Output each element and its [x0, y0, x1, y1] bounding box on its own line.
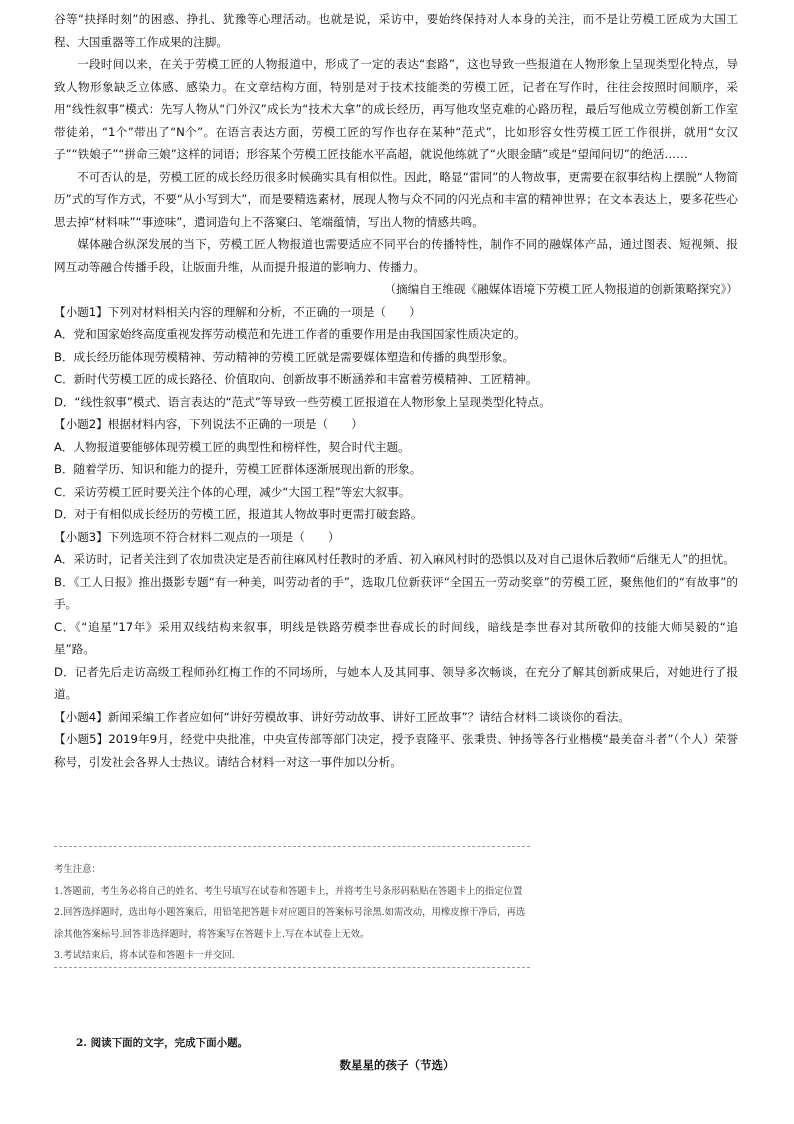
- question-4-stem: 【小题4】新闻采编工作者应如何“讲好劳模故事、讲好劳动故事、讲好工匠故事”？请结合材料二谈谈你的看法。: [54, 709, 630, 724]
- question-1-option-c: C．新时代劳模工匠的成长路径、价值取向、创新故事不断涵养和丰富着劳模精神、工匠精神。: [54, 372, 538, 386]
- question-1-option-a: A．党和国家始终高度重视发挥劳动模范和先进工作者的重要作用是由我国国家性质决定的。: [54, 327, 526, 341]
- article-paragraph: 媒体融合纵深发展的当下，劳模工匠人物报道也需要适应不同平台的传播特性，制作不同的融媒体产品，通过图表、短视频、报网互动等融合传播手段，让版面升维，从而提升报道的影响力、传播力。: [54, 237, 738, 274]
- notice-heading: 考生注意：: [54, 864, 101, 875]
- article-paragraph: 不可否认的是，劳模工匠的成长经历很多时候确实具有相似性。因此，略显“雷同”的人物故事，更需要在叙事结构上摆脱“人物简历”式的写作方式，不要“从小写到大”，而是要精选素材，展现人物与众不同的闪光点和丰富的精神世界；在文本表达上，要多花些心思去掉“材料味”“事迹味”，遣词造句上不落窠臼、笔端蕴情，写出人物的情感共鸣。: [54, 169, 738, 229]
- question-2-option-a: A．人物报道要能够体现劳模工匠的典型性和榜样性，契合时代主题。: [54, 439, 410, 454]
- question-3-option-c: C．《“追星”17年》采用双线结构来叙事，明线是铁路劳模李世春成长的时间线，暗线是李世春对其所敬仰的技能大师吴毅的“追星”路。: [54, 619, 738, 656]
- article-source: （摘编自王维砚《融媒体语境下劳模工匠人物报道的创新策略探究》）: [384, 282, 738, 296]
- question-3-option-a: A．采访时，记者关注到了农加贵决定是否前往麻风村任教时的矛盾、初入麻风村时的恐惧以及对自己退休后教师“后继无人”的担忧。: [54, 552, 735, 566]
- question-1-option-d: D．“线性叙事”模式、语言表达的“范式”等导致一些劳模工匠报道在人物形象上呈现类型化特点。: [54, 394, 551, 409]
- section-2-title: 数星星的孩子（节选）: [339, 1058, 455, 1072]
- article-paragraph: 谷等“抉择时刻”的困惑、挣扎、犹豫等心理活动。也就是说，采访中，要始终保持对人本身的关注，而不是让劳模工匠成为大国工程、大国重器等工作成果的注脚。: [54, 12, 738, 49]
- exam-notice: [54, 846, 530, 968]
- question-1-option-b: B．成长经历能体现劳模精神、劳动精神的劳模工匠就是需要媒体塑造和传播的典型形象。: [54, 349, 515, 364]
- question-2-stem: 【小题2】根据材料内容，下列说法不正确的一项是（ ）: [54, 417, 363, 431]
- question-1-stem: 【小题1】下列对材料相关内容的理解和分析，不正确的一项是（ ）: [54, 304, 421, 319]
- question-2-option-c: C．采访劳模工匠时要关注个体的心理，减少“大国工程”等宏大叙事。: [54, 484, 411, 499]
- question-2-option-d: D．对于有相似成长经历的劳模工匠，报道其人物故事时更需打破套路。: [54, 507, 423, 521]
- notice-item-1: 1.答题前，考生务必将自己的姓名、考生号填写在试卷和答题卡上，并将考生号条形码粘贴在答题卡上的指定位置: [54, 885, 523, 897]
- question-3-stem: 【小题3】下列选项不符合材料二观点的一项是（ ）: [54, 529, 340, 544]
- notice-item-2: 2.回答选择题时，选出每小题答案后，用铅笔把答题卡对应题目的答案标号涂黑.如需改动，用橡皮擦干净后，再选涂其他答案标号.回答非选择题时，将答案写在答题卡上.写在本试卷上无效。: [54, 907, 526, 940]
- question-3-option-b: B．《工人日报》推出摄影专题“有一种美，叫劳动者的手”，选取几位新获评“全国五一劳动奖章”的劳模工匠，聚焦他们的“有故事”的手。: [54, 574, 738, 611]
- notice-bottom-divider: [54, 967, 530, 968]
- notice-item-3: 3.考试结束后，将本试卷和答题卡一并交回.: [54, 950, 235, 961]
- notice-top-divider: [54, 846, 530, 847]
- article-body: [54, 8, 738, 773]
- section-2-instruction: 2. 阅读下面的文字，完成下面小题。: [76, 1037, 249, 1049]
- question-5-stem: 【小题5】2019年9月，经党中央批准，中央宣传部等部门决定，授予袁隆平、张秉贵、钟扬等各行业楷模“最美奋斗者”（个人）荣誉称号，引发社会各界人士热议。请结合材料一对这一事件加以分析。: [54, 732, 738, 769]
- question-2-option-b: B．随着学历、知识和能力的提升，劳模工匠群体逐渐展现出新的形象。: [54, 462, 422, 476]
- question-3-option-d: D．记者先后走访高级工程师孙红梅工作的不同场所，与她本人及其同事、领导多次畅谈，在充分了解其创新成果后，对她进行了报道。: [54, 664, 738, 701]
- article-paragraph: 一段时间以来，在关于劳模工匠的人物报道中，形成了一定的表达“套路”，这也导致一些报道在人物形象上呈现类型化特点，导致人物形象缺乏立体感、感染力。在文章结构方面，特别是对于技术技能类的劳模工匠，记者在写作时，往往会按照时间顺序，采用“线性叙事”模式：先写人物从“门外汉”成长为“技术大拿”的成长经历，再写他攻坚克难的心路历程，最后写他成立劳模创新工作室带徒弟，“1个”带出了“N个”。在语言表达方面，劳模工匠的写作也存在某种“范式”，比如形容女性劳模工匠工作很拼，就用“女汉子”“铁娘子”“拼命三娘”这样的词语；形容某个劳模工匠技能水平高超，就说他练就了“火眼金睛”或是“望闻问切”的绝活……: [54, 57, 738, 161]
